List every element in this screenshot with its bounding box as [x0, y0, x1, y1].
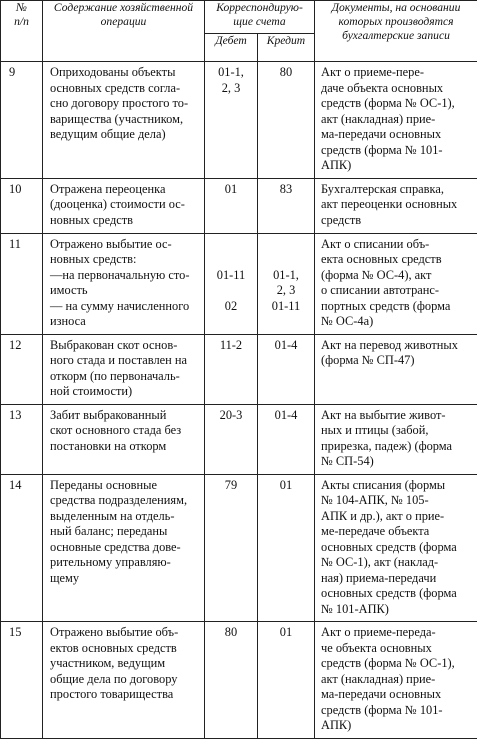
- row-operation: Выбракован скот основ- ного стада и поставлен на откорм (по первоначаль- ной стоимости): [43, 334, 205, 404]
- row-credit: 83: [258, 178, 315, 233]
- row-credit: 80: [258, 62, 315, 179]
- row-credit: 01-1, 2, 3 01-11: [258, 233, 315, 334]
- header-operation: Содержание хозяйственной операции: [43, 1, 205, 62]
- row-debit: 01: [205, 178, 258, 233]
- row-number: 12: [1, 334, 43, 404]
- row-operation: Отражено выбытие ос- новных средств: —на первоначальную сто- имость — на сумму начисленного износа: [43, 233, 205, 334]
- row-operation: Отражена переоценка (дооценка) стоимости ос- новных средств: [43, 178, 205, 233]
- table-row: [1, 62, 477, 179]
- row-documents: Акт на выбытие живот- ных и птицы (забой, прирезка, падеж) (форма № СП-54): [315, 404, 477, 474]
- header-documents: Документы, на основании которых производятся бухгалтерские записи: [315, 1, 477, 62]
- row-number: 9: [1, 62, 43, 179]
- table-row: [1, 474, 477, 622]
- table-row: [1, 178, 477, 233]
- row-documents: Акт на перевод животных (форма № СП-47): [315, 334, 477, 404]
- header-debit: Дебет: [205, 34, 258, 62]
- header-credit: Кредит: [258, 34, 315, 62]
- row-documents: Акт о списании объ- екта основных средств (форма № ОС-4), акт о списании автотранс- портных средств (форма № ОС-4а): [315, 233, 477, 334]
- table-row: [1, 334, 477, 404]
- table-row: [1, 233, 477, 334]
- row-documents: Акты списания (формы № 104-АПК, № 105- АПК и др.), акт о прие- ме-передаче объекта основных средств (форма № ОС-1), акт (наклад- ная) приема-передачи основных средств (форма № 101-АПК): [315, 474, 477, 622]
- row-debit: 01-11 02: [205, 233, 258, 334]
- row-debit: 80: [205, 622, 258, 739]
- row-documents: Бухгалтерская справка, акт переоценки основных средств: [315, 178, 477, 233]
- row-number: 14: [1, 474, 43, 622]
- row-number: 13: [1, 404, 43, 474]
- row-debit: 01-1, 2, 3: [205, 62, 258, 179]
- row-operation: Забит выбракованный скот основного стада без постановки на откорм: [43, 404, 205, 474]
- row-documents: Акт о приеме-пере- даче объекта основных средств (форма № ОС-1), акт (накладная) прие- ма-передачи основных средств (форма № 101- АПК): [315, 62, 477, 179]
- row-credit: 01-4: [258, 334, 315, 404]
- row-number: 15: [1, 622, 43, 739]
- row-credit: 01: [258, 622, 315, 739]
- row-number: 11: [1, 233, 43, 334]
- row-documents: Акт о приеме-переда- че объекта основных средств (форма № ОС-1), акт (накладная) прие- ма-передачи основных средств (форма № 101- АПК): [315, 622, 477, 739]
- row-operation: Отражено выбытие объ- ектов основных средств участником, ведущим общие дела по договору простого товарищества: [43, 622, 205, 739]
- header-number: № п/п: [1, 1, 43, 62]
- header-accounts: Корреспондирую- щие счета: [205, 1, 315, 34]
- row-credit: 01-4: [258, 404, 315, 474]
- row-operation: Оприходованы объекты основных средств согла- сно договору простого то- варищества (участником, ведущим общие дела): [43, 62, 205, 179]
- row-credit: 01: [258, 474, 315, 622]
- row-debit: 79: [205, 474, 258, 622]
- row-operation: Переданы основные средства подразделениям, выделенным на отдель- ный баланс; переданы основные средства дове- рительному управляю- щему: [43, 474, 205, 622]
- row-debit: 11-2: [205, 334, 258, 404]
- table-row: [1, 622, 477, 739]
- row-number: 10: [1, 178, 43, 233]
- table-row: [1, 404, 477, 474]
- row-debit: 20-3: [205, 404, 258, 474]
